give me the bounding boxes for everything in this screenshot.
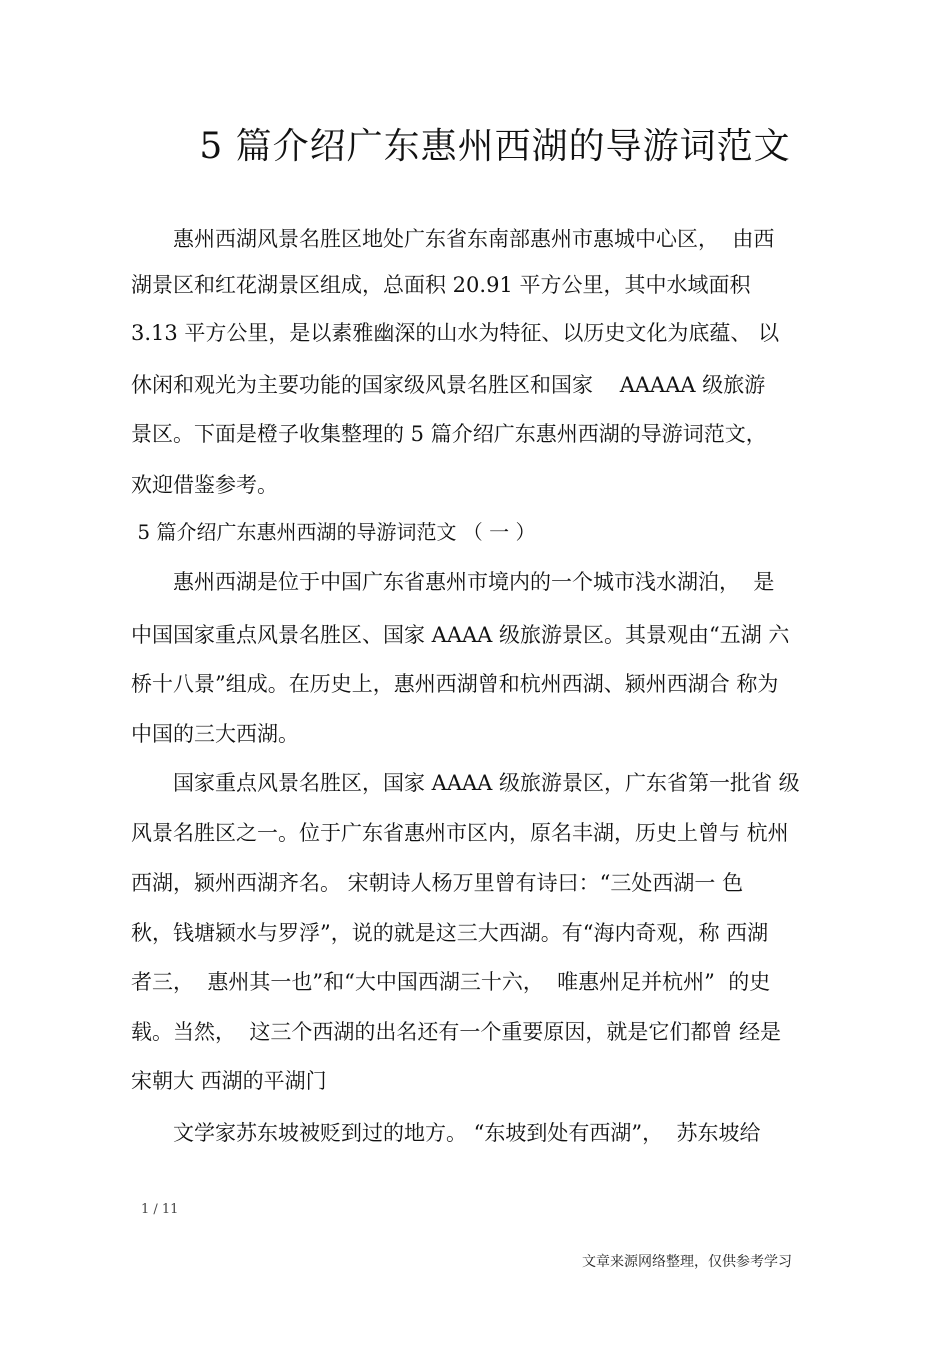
paragraph-line: 中国的三大西湖。 [131, 722, 299, 746]
paragraph-line: 桥十八景”组成。在历史上，惠州西湖曾和杭州西湖、颍州西湖合 称为 [131, 672, 779, 696]
paragraph-line: 景区。下面是橙子收集整理的 5 篇介绍广东惠州西湖的导游词范文， [131, 422, 767, 446]
page-number: 1 / 11 [141, 1202, 179, 1217]
paragraph-line: 秋，钱塘颍水与罗浮”，说的就是这三大西湖。有“海内奇观，称 西湖 [131, 921, 769, 945]
paragraph-line: 中国国家重点风景名胜区、国家 AAAA 级旅游景区。其景观由“五湖 六 [131, 623, 790, 647]
paragraph-line: 休闲和观光为主要功能的国家级风景名胜区和国家 AAAAA 级旅游 [131, 373, 766, 397]
paragraph-line: 载。当然， 这三个西湖的出名还有一个重要原因，就是它们都曾 经是 [131, 1020, 782, 1044]
paragraph-line: 惠州西湖风景名胜区地处广东省东南部惠州市惠城中心区， 由西 [131, 227, 775, 251]
paragraph-line: 西湖，颍州西湖齐名。 宋朝诗人杨万里曾有诗曰：“三处西湖一 色 [131, 871, 744, 895]
paragraph-line: 风景名胜区之一。位于广东省惠州市区内，原名丰湖，历史上曾与 杭州 [131, 821, 789, 845]
document-title: 5 篇介绍广东惠州西湖的导游词范文 [199, 126, 791, 167]
footer-note: 文章来源网络整理，仅供参考学习 [582, 1254, 792, 1270]
paragraph-line: 欢迎借鉴参考。 [131, 473, 278, 497]
paragraph-line: 者三， 惠州其一也”和“大中国西湖三十六， 唯惠州足并杭州” 的史 [131, 970, 771, 994]
paragraph-line: 国家重点风景名胜区，国家 AAAA 级旅游景区，广东省第一批省 级 [131, 771, 800, 795]
paragraph-line: 惠州西湖是位于中国广东省惠州市境内的一个城市浅水湖泊， 是 [131, 570, 775, 594]
paragraph-line: 文学家苏东坡被贬到过的地方。 “东坡到处有西湖”， 苏东坡给 [131, 1121, 761, 1145]
paragraph-line: 3.13 平方公里，是以素雅幽深的山水为特征、以历史文化为底蕴、 以 [131, 321, 780, 345]
paragraph-line: 湖景区和红花湖景区组成，总面积 20.91 平方公里，其中水域面积 [131, 273, 751, 297]
paragraph-line: 宋朝大 西湖的平湖门 [131, 1069, 327, 1093]
section-heading: 5 篇介绍广东惠州西湖的导游词范文 （ 一 ） [131, 520, 536, 544]
